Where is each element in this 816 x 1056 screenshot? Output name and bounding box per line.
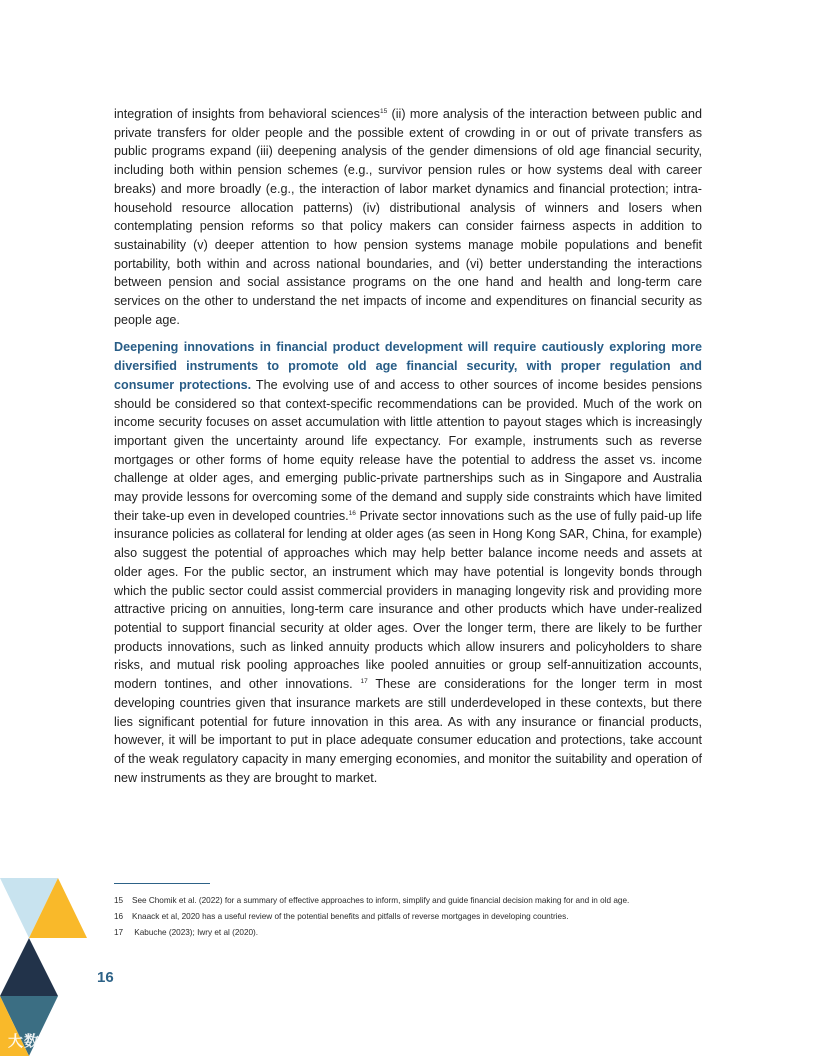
footnote-text: Kabuche (2023); Iwry et al (2020). xyxy=(132,928,259,937)
footnote-divider xyxy=(114,883,210,884)
footnote-ref-17[interactable]: 17 xyxy=(360,677,368,685)
footnote-text: See Chomik et al. (2022) for a summary of effective approaches to inform, simplify and guide financial decision making for and in old age. xyxy=(132,896,630,905)
footnote-ref-16[interactable]: 16 xyxy=(348,509,356,517)
footnote-text: Knaack et al, 2020 has a useful review of the potential benefits and pitfalls of reverse mortgages in developing countries. xyxy=(132,912,569,921)
footnote-15 xyxy=(114,895,702,906)
footnotes xyxy=(114,895,702,943)
paragraph-1-text: integration of insights from behavioral sciences xyxy=(114,107,380,121)
paragraph-2 xyxy=(114,338,702,787)
paragraph-2-lead: Deepening innovations in financial product development will require cautiously exploring more diversified instruments to promote old age financial security, with proper regulation and consumer protections. xyxy=(114,340,702,392)
paragraph-2-text-c: These are considerations for the longer term in most developing countries given that insurance markets are still underdeveloped in these contexts, but there lies significant potential for future innovation in this area. As with any insurance or financial products, however, it will be important to put in place adequate consumer education and protections, take account of the weak regulatory capacity in many emerging economies, and monitor the suitability and operation of new instruments as they are brought to market. xyxy=(114,677,702,785)
navy-triangle xyxy=(0,938,58,996)
paragraph-1-rest: (ii) more analysis of the interaction between public and private transfers for older people and the possible extent of crowding in or out of private transfers as public programs expand (iii) deepening analysis of the gender dimensions of old age financial security, including both within pension schemes (e.g., survivor pension rules or how systems deal with career breaks) and more broadly (e.g., the interaction of labor market dynamics and financial protection; intra-household resource allocation patterns) (iv) distributional analysis of winners and losers when contemplating pension reforms so that policy makers can consider fairness aspects in addition to sustainability (v) deeper attention to how pension systems manage mobile populations and benefit portability, both within and across national boundaries, and (vi) better understanding the interactions between pension and social assistance programs on the one hand and health and long-term care services on the other to understand the net impacts of income and expenditures on financial security as people age. xyxy=(114,107,702,327)
footnote-17 xyxy=(114,927,702,938)
paragraph-2-text-b: Private sector innovations such as the use of fully paid-up life insurance policies as collateral for lending at older ages (as seen in Hong Kong SAR, China, for example) also suggest the potential of approaches which may help better balance income needs and assets at older ages. For the public sector, an instrument which may have potential is longevity bonds through which the public sector could assist commercial providers in managing longevity risk and providing more attractive pricing on annuities, long-term care insurance and other products which have under-realized potential to support financial security at older ages. Over the longer term, there are likely to be further products innovations, such as linked annuity products which allow insurers and policyholders to share risks, and mutual risk pooling approaches like pooled annuities or group self-annuitization accounts, modern tontines, and other innovations. xyxy=(114,508,702,692)
footnote-number: 15 xyxy=(114,896,124,905)
page-number: 16 xyxy=(97,969,114,986)
paragraph-2-text-a: The evolving use of and access to other sources of income besides pensions should be considered so that context-specific recommendations can be provided. Much of the work on income security focuses on asset accumulation with little attention to payout stages which is increasingly important given the uncertainty around life expectancy. For example, instruments such as reverse mortgages or other forms of home equity release have the potential to address the asset vs. income challenge at older ages, and emerging public-private partnerships such as in Singapore and Australia may provide lessons for overcoming some of the demand and supply side constraints which have limited their take-up even in developed countries. xyxy=(114,377,703,523)
footnote-number: 16 xyxy=(114,912,124,921)
watermark-logo: 大数跨境 xyxy=(8,1033,73,1050)
body-text xyxy=(114,105,702,796)
paragraph-1 xyxy=(114,105,702,329)
footnote-16 xyxy=(114,911,702,922)
footnote-number: 17 xyxy=(114,928,124,937)
footnote-ref-15[interactable]: 15 xyxy=(379,107,388,115)
